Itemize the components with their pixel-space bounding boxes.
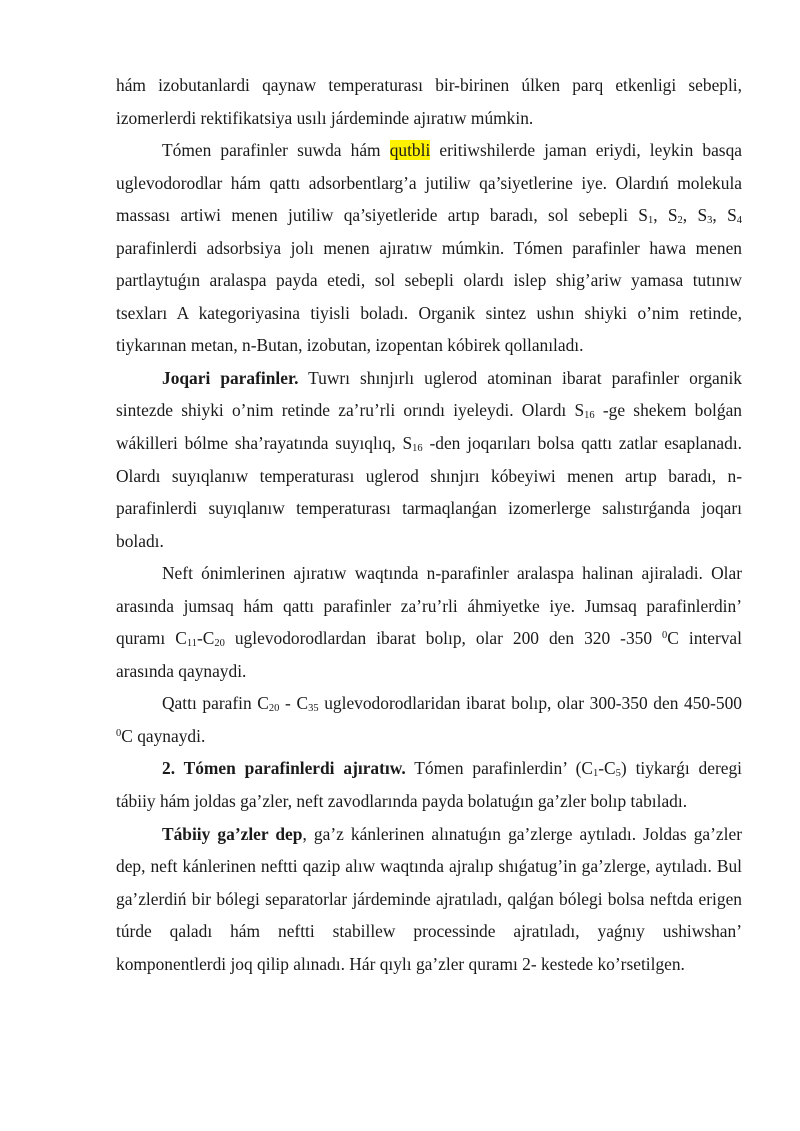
- subscript: 1: [647, 215, 654, 227]
- text-run: uglevodorodlaridan ibarat bolıp, olar 300-350 den 450-500: [318, 693, 742, 714]
- subscript: 35: [308, 703, 319, 715]
- subscript: 2: [677, 215, 683, 227]
- paragraph-6: [116, 752, 742, 817]
- subscript: 1: [593, 768, 599, 780]
- term-heading: Tábiiy ga’zler dep: [162, 823, 303, 844]
- text-run: - C: [279, 693, 309, 714]
- text-run: -den joqarıları bolsa qattı zatlar esaplanadı. Olardı suyıqlanıw temperaturası uglerod shınjırı kóbeyiwi menen artıp baradı, n- parafinlerdi suyıqlanıw temperaturası tarmaqlanǵan izomerlerge salıstırǵanda joqarı boladı.: [116, 433, 742, 551]
- subscript: 16: [412, 443, 423, 455]
- paragraph-5: [116, 687, 742, 752]
- text-run: -C: [598, 758, 616, 779]
- text-run: parafinlerdi adsorbsiya jolı menen ajıratıw múmkin. Tómen parafinler hawa menen partlaytuǵın aralaspa payda etedi, sol sebepli olardı islep shig’ariw yamasa tutınıw tsexları A kategoriyasina tiyisli boladı. Organik sintez ushın shiyki o’nim retinde, tiykarınan metan, n-Butan, izobutan, izopentan kóbirek qollanıladı.: [116, 237, 742, 356]
- text-run: Qattı parafin C: [162, 693, 269, 714]
- paragraph-3: [116, 362, 742, 557]
- section-heading: 2. Tómen parafinlerdi ajıratıw.: [162, 758, 406, 779]
- text-run: hám izobutanlardi qaynaw temperaturası bir-birinen úlken parq etkenligi sebepli, izomerlerdi rektifikatsiya usılı járdeminde ajıratıw múmkin.: [116, 75, 742, 128]
- superscript: 0: [662, 630, 668, 642]
- section-heading: Joqari parafinler.: [162, 367, 299, 388]
- text-run: Tómen parafinler suwda hám: [162, 140, 390, 161]
- paragraph-2: [116, 134, 742, 362]
- text-run: uglevodorodlardan ibarat bolıp, olar 200 den 320 -350: [224, 628, 663, 649]
- text-run: Tómen parafinlerdin’ (C: [405, 758, 593, 779]
- subscript: 11: [186, 638, 197, 650]
- paragraph-1: [116, 69, 742, 134]
- text-run: Tuwrı shınjırlı uglerod atominan ibarat parafinler organik sintezde shiyki o’nim retinde za’ru’rli orındı iyeleydi. Olardı S: [116, 367, 742, 421]
- text-run: Neft ónimlerinen ajıratıw waqtında n-parafinler aralaspa halinan ajiraladi. Olar arasında jumsaq hám qattı parafinler za’ru’rli áhmiyetke iye. Jumsaq parafinlerdin’ quramı C: [116, 563, 742, 649]
- text-run: , ga’z kánlerinen alınatuǵın ga’zlerge aytıladı. Joldas ga’zler dep, neft kánlerinen neftti qazip alıw waqtında ajralıp shıǵatug’in ga’zlerge, aytıladı. Bul ga’zlerdiń bir bólegi separatorlar járdeminde ajratıladı, qalǵan bólegi bolsa neftda erigen túrde qaladı hám neftti stabillew processinde ajratıladı, yaǵnıy ushiwshan’ komponentlerdi joq qilip alınadı. Hár qıylı ga’zler quramı 2- kestede ko’rsetilgen.: [116, 823, 742, 974]
- text-run: -ge shekem bolǵan wákilleri bólme sha’rayatında suyıqlıq, S: [116, 400, 742, 454]
- subscript: 5: [615, 768, 621, 780]
- text-run: C qaynaydi.: [121, 725, 206, 746]
- paragraph-7: [116, 818, 742, 981]
- subscript: 20: [214, 638, 225, 650]
- subscript: 16: [584, 410, 595, 422]
- highlighted-word: qutbli: [389, 140, 431, 161]
- superscript: 0: [116, 727, 122, 739]
- text-run: -C: [196, 628, 215, 649]
- subscript: 4: [736, 215, 743, 227]
- document-body: [116, 69, 742, 980]
- text-run: , S: [682, 205, 708, 226]
- text-run: eritiwshilerde jaman eriydi, leykin basqa uglevodorodlar hám qattı adsorbentlarg’a jutiliw qa’siyetlerine iye. Olardıń molekula massası artiwi menen jutiliw qa’siyetleride artıp baradı, sol sebepli S: [116, 140, 742, 226]
- text-run: , S: [712, 205, 737, 226]
- subscript: 3: [707, 215, 713, 227]
- subscript: 20: [268, 703, 280, 715]
- text-run: C interval arasında qaynaydi.: [116, 628, 742, 681]
- text-run: , S: [653, 205, 678, 226]
- text-run: ) tiykarǵı deregi tábiiy hám joldas ga’zler, neft zavodlarında payda bolatuǵın ga’zler bolıp tabıladı.: [116, 758, 742, 812]
- paragraph-4: [116, 557, 742, 687]
